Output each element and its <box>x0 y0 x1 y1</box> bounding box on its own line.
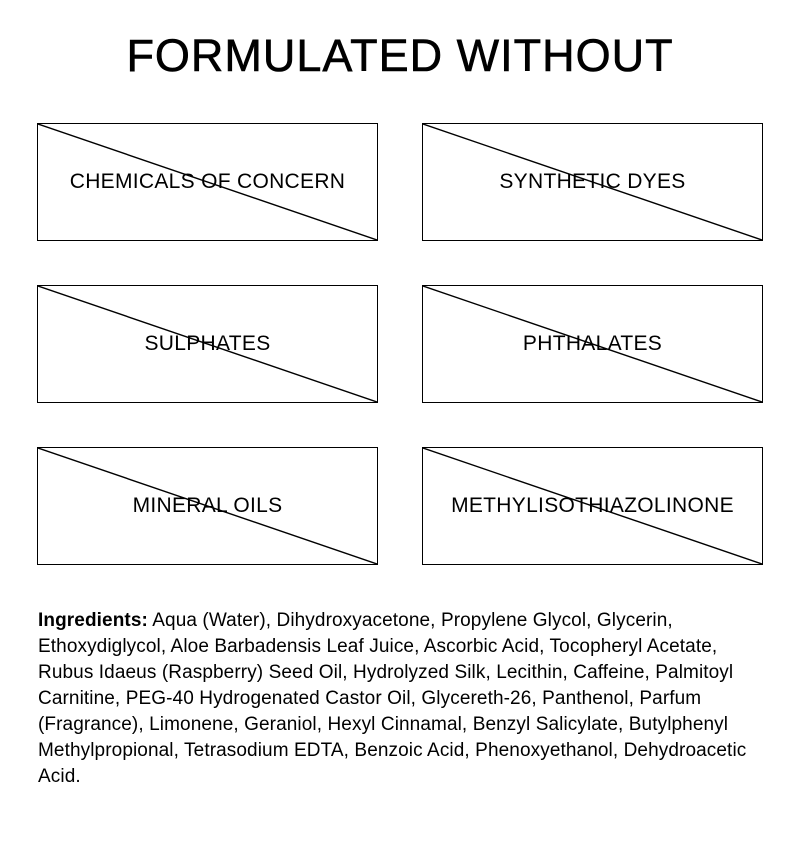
ingredients-heading: Ingredients: <box>38 610 148 631</box>
excluded-item-label: SULPHATES <box>144 332 271 355</box>
excluded-item-box <box>37 123 378 241</box>
excluded-item-box <box>422 285 763 403</box>
excluded-item-label: CHEMICALS OF CONCERN <box>69 170 346 193</box>
ingredients-list <box>38 608 778 790</box>
excluded-item-label: SYNTHETIC DYES <box>499 170 686 193</box>
excluded-item-box <box>422 123 763 241</box>
excluded-item-label: METHYLISOTHIAZOLINONE <box>451 494 734 517</box>
ingredients-text: Aqua (Water), Dihydroxyacetone, Propylene Glycol, Glycerin, Ethoxydiglycol, Aloe Barbadensis Leaf Juice, Ascorbic Acid, Tocopheryl Acetate, Rubus Idaeus (Raspberry) Seed Oil, Hydrolyzed Silk, Lecithin, Caffeine, Palmitoyl Carnitine, PEG-40 Hydrogenated Castor Oil, Glycereth-26, Panthenol, Parfum (Fragrance), Limonene, Geraniol, Hexyl Cinnamal, Benzyl Salicylate, Butylphenyl Methylpropional, Tetrasodium EDTA, Benzoic Acid, Phenoxyethanol, Dehydroacetic Acid. <box>38 610 747 787</box>
excluded-item-box <box>37 447 378 565</box>
excluded-item-label: MINERAL OILS <box>132 494 283 517</box>
excluded-item-box <box>422 447 763 565</box>
page-title: FORMULATED WITHOUT <box>126 30 674 81</box>
excluded-item-box <box>37 285 378 403</box>
excluded-item-label: PHTHALATES <box>522 332 663 355</box>
